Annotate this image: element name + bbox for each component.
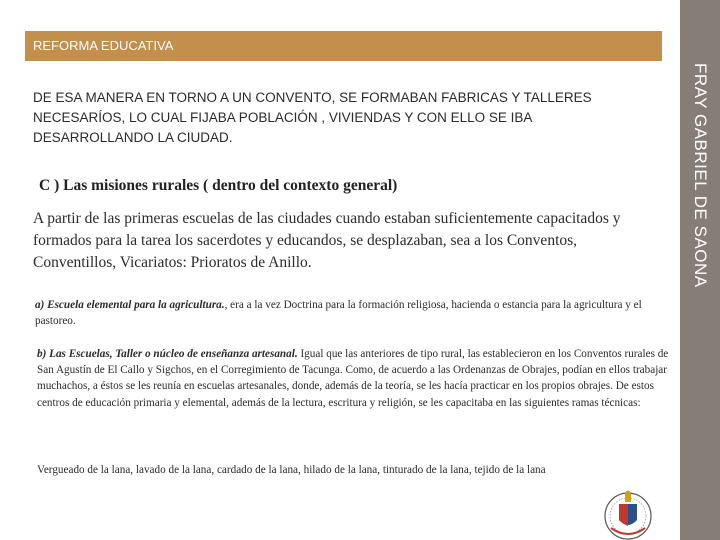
section-heading: C ) Las misiones rurales ( dentro del contexto general) [39, 177, 398, 194]
section-paragraph: A partir de las primeras escuelas de las ciudades cuando estaban suficientemente capacitados y formados para la tarea los sacerdotes y educandos, se desplazaban, sea a los Conventos, Conventillos, Vicariatos: Prioratos de Anillo. [33, 210, 621, 271]
header-band [25, 31, 662, 61]
item-a-text: , era a la vez Doctrina para la formación religiosa, hacienda o estancia para la agricultura y el pastoreo. [35, 299, 642, 327]
intro-paragraph: DE ESA MANERA EN TORNO A UN CONVENTO, SE FORMABAN FABRICAS Y TALLERES NECESARÍOS, LO CUAL FIJABA POBLACIÓN , VIVIENDAS Y CON ELLO SE IBA DESARROLLANDO LA CIUDAD. [33, 90, 592, 145]
item-a-lead: a) Escuela elemental para la agricultura. [35, 299, 225, 311]
item-a [35, 298, 675, 329]
university-seal-icon [597, 488, 659, 540]
item-b-text: Igual que las anteriores de tipo rural, las establecieron en los Conventos rurales de San Agustín de El Callo y Sigchos, en el Corregimiento de Tacunga. Como, de acuerdo a las Ordenanzas de Obrajes, podían en ellos trabajar muchachos, a éstos se les reunía en escuelas artesanales, donde, además de la teoría, se les hacía practicar en los propios obrajes. De estos centros de educación primaria y elemental, además de la lectura, escritura y religión, se les capacitaba en las siguientes ramas técnicas: [37, 348, 669, 409]
item-c: Vergueado de la lana, lavado de la lana, cardado de la lana, hilado de la lana, tinturado de la lana, tejido de la lana [37, 464, 546, 476]
header-title: REFORMA EDUCATIVA [33, 38, 174, 53]
item-b [37, 346, 677, 411]
sidebar-title-wrap [680, 0, 720, 540]
sidebar-title: FRAY GABRIEL DE SAONA [691, 62, 710, 288]
item-b-lead: b) Las Escuelas, Taller o núcleo de enseñanza artesanal. [37, 348, 298, 360]
